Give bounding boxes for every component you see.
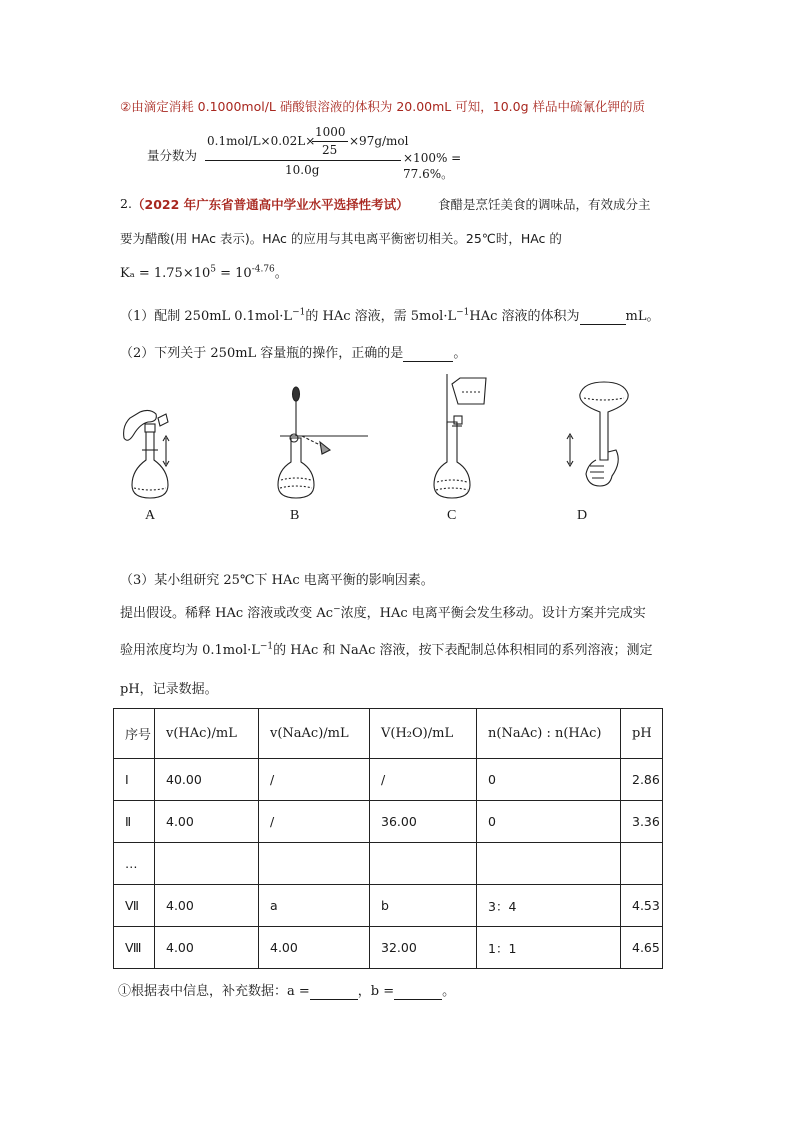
table-cell: / [370, 759, 477, 801]
table-row [114, 885, 663, 927]
table-header-cell: pH [621, 709, 663, 759]
numerator-part-b: ×97g/mol [349, 134, 409, 148]
hypothesis-line-2 [120, 639, 653, 658]
q1-part-d: mL。 [625, 309, 660, 324]
table-cell: 1：1 [477, 927, 621, 969]
formula-tail: ×100% = 77.6%。 [403, 151, 462, 181]
inner-fraction-bottom: 25 [322, 143, 338, 157]
table-cell: Ⅰ [114, 759, 155, 801]
question-intro-a: 食醋是烹饪美食的调味品，有效成分主 [438, 197, 651, 212]
hyp-part-d: 的 HAc 和 NaAc 溶液，按下表配制总体积相同的系列溶液；测定 [273, 643, 653, 658]
q1-part-a: （1）配制 250mL 0.1mol·L [120, 309, 293, 324]
table-cell [621, 843, 663, 885]
table-cell: / [259, 801, 370, 843]
table-cell: 4.00 [155, 927, 259, 969]
table-cell: 4.53 [621, 885, 663, 927]
table-cell: 2.86 [621, 759, 663, 801]
table-cell [259, 843, 370, 885]
question-number: 2. [120, 196, 132, 211]
table-row [114, 927, 663, 969]
table-cell: Ⅶ [114, 885, 155, 927]
table-cell: 40.00 [155, 759, 259, 801]
table-cell: 3：4 [477, 885, 621, 927]
blank-b[interactable] [394, 984, 442, 1000]
fill-in-line [118, 980, 455, 1000]
table-row [114, 801, 663, 843]
hypothesis-line-3: pH，记录数据。 [120, 682, 218, 697]
table-header-cell: 序号 [114, 709, 155, 759]
table-header-cell: V(H₂O)/mL [370, 709, 477, 759]
table-cell: / [259, 759, 370, 801]
table-row [114, 843, 663, 885]
volumetric-flask-figure [110, 370, 630, 535]
table-cell [155, 843, 259, 885]
fill-part-a: ①根据表中信息，补充数据：a = [118, 984, 310, 999]
figure-label-d: D [577, 508, 588, 523]
question-source: （2022 年广东省普通高中学业水平选择性考试） [132, 197, 409, 212]
table-cell: Ⅷ [114, 927, 155, 969]
q1-part-c: HAc 溶液的体积为 [469, 309, 580, 324]
table-cell: 32.00 [370, 927, 477, 969]
table-cell: 0 [477, 759, 621, 801]
ka-text: Kₐ = 1.75×10 [120, 266, 211, 281]
hyp-exponent-2: −1 [259, 641, 274, 652]
answer-prefix: 量分数为 [147, 148, 198, 163]
table-cell: 4.65 [621, 927, 663, 969]
ka-equals: = 10 [216, 266, 252, 281]
inner-fraction-top: 1000 [315, 125, 346, 139]
figure-label-c: C [447, 508, 457, 523]
table-cell: 36.00 [370, 801, 477, 843]
fill-part-b: ，b = [357, 984, 395, 999]
mass-fraction-formula [205, 124, 505, 184]
table-cell: … [114, 843, 155, 885]
hyp-part-a: 提出假设。稀释 HAc 溶液或改变 Ac [120, 606, 334, 621]
fill-end: 。 [442, 984, 456, 999]
numerator-part-a: 0.1mol/L×0.02L× [207, 134, 316, 148]
hypothesis-line-1 [120, 602, 646, 621]
table-header-row [114, 709, 663, 759]
table-row [114, 759, 663, 801]
experiment-table [113, 708, 663, 969]
table-cell: a [259, 885, 370, 927]
blank-a[interactable] [310, 984, 358, 1000]
flask-b-illustration [278, 387, 368, 498]
q1-exponent-2: −1 [456, 307, 470, 318]
question-3: （3）某小组研究 25℃下 HAc 电离平衡的影响因素。 [120, 573, 434, 588]
flask-a-illustration [124, 410, 169, 498]
ka-exponent-2: -4.76 [251, 264, 275, 275]
hyp-exponent: − [333, 604, 341, 615]
table-cell [370, 843, 477, 885]
ka-exponent-1: 5 [210, 264, 216, 275]
table-cell: b [370, 885, 477, 927]
figure-label-a: A [145, 508, 156, 523]
q2-text: （2）下列关于 250mL 容量瓶的操作，正确的是 [120, 346, 404, 361]
inner-fraction-bar [312, 141, 348, 142]
flask-c-illustration [434, 374, 486, 498]
table-cell: 4.00 [155, 801, 259, 843]
table-header-cell: v(HAc)/mL [155, 709, 259, 759]
q1-answer-blank[interactable] [580, 309, 626, 325]
q2-end: 。 [453, 346, 467, 361]
ka-expression [120, 262, 288, 281]
table-cell: 4.00 [259, 927, 370, 969]
hyp-part-b: 浓度，HAc 电离平衡会发生移动。设计方案并完成实 [340, 606, 646, 621]
q1-exponent: −1 [292, 307, 306, 318]
denominator: 10.0g [285, 163, 320, 177]
hyp-part-c: 验用浓度均为 0.1mol·L [120, 643, 260, 658]
question-intro-b: 要为醋酸(用 HAc 表示)。HAc 的应用与其电离平衡密切相关。25℃时，HAc 的 [120, 231, 562, 246]
question-1 [120, 305, 660, 325]
q2-answer-blank[interactable] [403, 346, 453, 362]
flask-d-illustration [567, 382, 628, 486]
ka-end: 。 [274, 266, 288, 281]
table-cell: 4.00 [155, 885, 259, 927]
table-cell: 3.36 [621, 801, 663, 843]
table-cell: Ⅱ [114, 801, 155, 843]
figure-label-b: B [290, 508, 300, 523]
table-header-cell: v(NaAc)/mL [259, 709, 370, 759]
q1-part-b: 的 HAc 溶液，需 5mol·L [305, 309, 457, 324]
table-cell [477, 843, 621, 885]
main-fraction-bar [205, 160, 401, 161]
answer-line-1: ②由滴定消耗 0.1000mol/L 硝酸银溶液的体积为 20.00mL 可知，10.0g 样品中硫氰化钾的质 [120, 99, 645, 114]
table-cell: 0 [477, 801, 621, 843]
table-header-cell: n(NaAc) : n(HAc) [477, 709, 621, 759]
question-2 [120, 342, 466, 362]
